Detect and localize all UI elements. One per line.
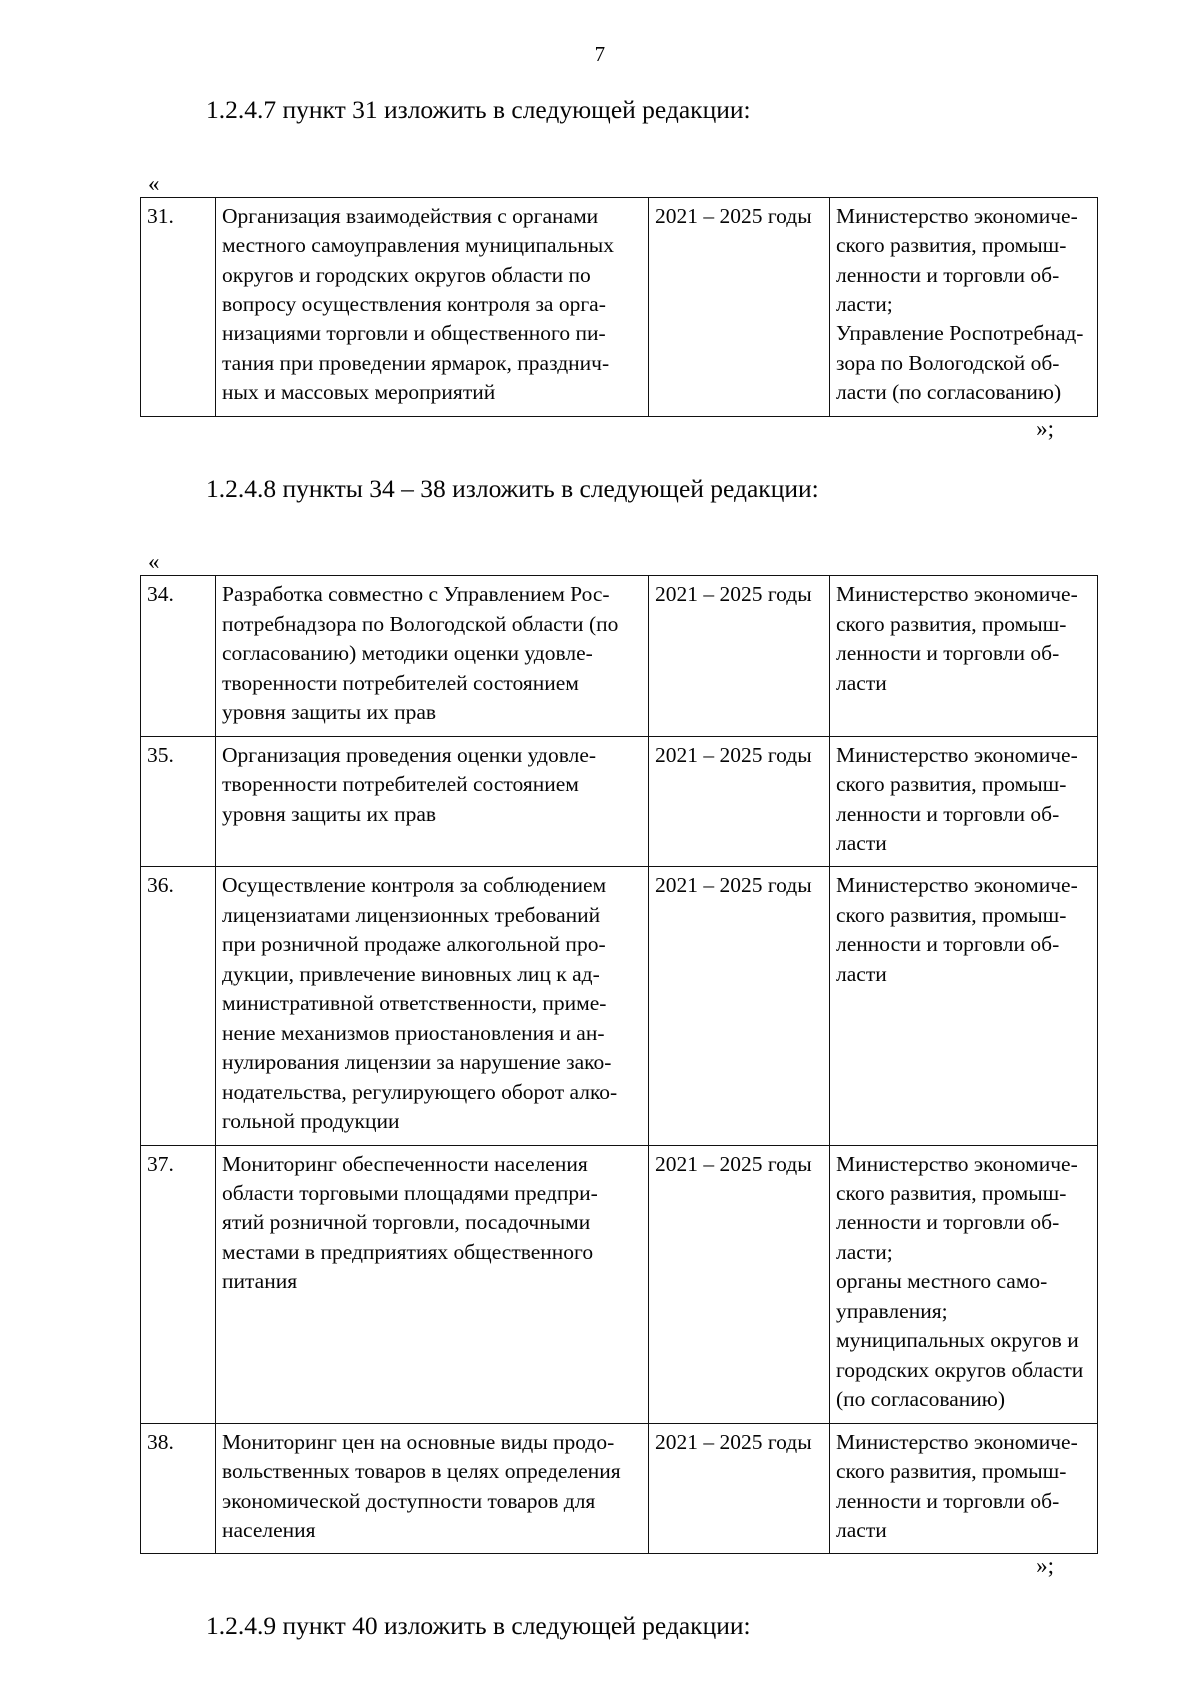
document-content (140, 95, 1084, 1642)
measure-line: Организация взаимодействия с органами (222, 203, 599, 228)
measure-line: министративной ответственности, приме- (222, 991, 607, 1016)
table-row (141, 576, 1098, 736)
spacer (140, 440, 1070, 474)
measures-table-2 (140, 575, 1098, 1554)
executor-line: муниципальных округов и (836, 1328, 1079, 1353)
executor-line: ского развития, промыш- (836, 772, 1067, 797)
measure-cell (216, 1145, 649, 1423)
executor-line: ленности и торговли об- (836, 1210, 1060, 1235)
measure-cell (216, 1423, 649, 1554)
row-number-cell (141, 197, 216, 416)
executor-line: ласти; (836, 1239, 893, 1264)
measures-table-1 (140, 197, 1098, 417)
executor-line: ского развития, промыш- (836, 902, 1067, 927)
executor-line: ского развития, промыш- (836, 1180, 1067, 1205)
measure-line: вольственных товаров в целях определения (222, 1459, 621, 1484)
executor-line: ласти (836, 961, 887, 986)
measure-line: ятий розничной торговли, посадочными (222, 1210, 591, 1235)
executor-line: Министерство экономиче- (836, 582, 1078, 607)
executor-cell (830, 197, 1098, 416)
executor-line: Министерство экономиче- (836, 742, 1078, 767)
executor-line: Министерство экономиче- (836, 1151, 1078, 1176)
measure-line: Разработка совместно с Управлением Рос- (222, 582, 610, 607)
measure-line: Мониторинг цен на основные виды продо- (222, 1429, 615, 1454)
executor-line: Министерство экономиче- (836, 1429, 1078, 1454)
executor-cell (830, 736, 1098, 867)
measure-line: потребнадзора по Вологодской области (по (222, 611, 619, 636)
executor-line: зора по Вологодской об- (836, 350, 1060, 375)
measure-line: ных и массовых мероприятий (222, 380, 496, 405)
row-number: 37. (147, 1151, 174, 1176)
row-number-cell (141, 1423, 216, 1554)
measure-line: области торговыми площадями предпри- (222, 1180, 598, 1205)
measure-line: питания (222, 1269, 298, 1294)
quote-close-mark-2: »; (1036, 1553, 1054, 1579)
executor-line: ленности и торговли об- (836, 1488, 1060, 1513)
measure-line: экономической доступности товаров для (222, 1488, 596, 1513)
row-number-cell (141, 1145, 216, 1423)
measure-cell (216, 197, 649, 416)
measure-line: нение механизмов приостановления и ан- (222, 1020, 605, 1045)
executor-line: Министерство экономиче- (836, 203, 1078, 228)
executor-line: ласти (по согласованию) (836, 380, 1062, 405)
term-cell: 2021 – 2025 годы (649, 867, 830, 1145)
table-body (141, 197, 1098, 416)
measure-line: лицензиатами лицензионных требований (222, 902, 601, 927)
measure-line: Осуществление контроля за соблюдением (222, 873, 607, 898)
term-cell: 2021 – 2025 годы (649, 1145, 830, 1423)
executor-line: ленности и торговли об- (836, 641, 1060, 666)
row-number: 35. (147, 742, 174, 767)
row-number-cell (141, 867, 216, 1145)
executor-line: ласти (836, 830, 887, 855)
measure-line: при розничной продаже алкогольной про- (222, 932, 606, 957)
measure-line: вопросу осуществления контроля за орга- (222, 291, 606, 316)
measure-line: нулирования лицензии за нарушение зако- (222, 1050, 612, 1075)
quote-open-mark-2: « (148, 549, 160, 575)
measure-line: уровня защиты их прав (222, 801, 437, 826)
spacer (140, 504, 1070, 550)
term-cell: 2021 – 2025 годы (649, 736, 830, 867)
executor-cell (830, 867, 1098, 1145)
spacer (140, 126, 1070, 172)
measure-line: нодательства, регулирующего оборот алко- (222, 1079, 618, 1104)
measure-line: населения (222, 1517, 316, 1542)
term-cell: 2021 – 2025 годы (649, 576, 830, 736)
term-cell: 2021 – 2025 годы (649, 197, 830, 416)
executor-line: управления; (836, 1298, 948, 1323)
executor-line: ленности и торговли об- (836, 932, 1060, 957)
row-number-cell (141, 736, 216, 867)
measure-line: местами в предприятиях общественного (222, 1239, 594, 1264)
measure-line: тания при проведении ярмарок, празднич- (222, 350, 610, 375)
spacer (140, 1577, 1070, 1611)
table-row (141, 867, 1098, 1145)
table-row (141, 1145, 1098, 1423)
executor-line: ского развития, промыш- (836, 1459, 1067, 1484)
measure-line: Мониторинг обеспеченности населения (222, 1151, 588, 1176)
measure-line: Организация проведения оценки удовле- (222, 742, 597, 767)
term-cell: 2021 – 2025 годы (649, 1423, 830, 1554)
table-body (141, 576, 1098, 1554)
section-heading-1-2-4-9: 1.2.4.9 пункт 40 изложить в следующей редакции: (206, 1611, 751, 1641)
executor-line: городских округов области (836, 1357, 1084, 1382)
executor-line: ленности и торговли об- (836, 262, 1060, 287)
row-number-cell (141, 576, 216, 736)
executor-line: органы местного само- (836, 1269, 1048, 1294)
table-row (141, 736, 1098, 867)
executor-line: ласти; (836, 291, 893, 316)
measure-line: творенности потребителей состоянием (222, 772, 579, 797)
measure-cell (216, 736, 649, 867)
table-row (141, 197, 1098, 416)
section-heading-1-2-4-7: 1.2.4.7 пункт 31 изложить в следующей редакции: (206, 95, 751, 124)
row-number: 38. (147, 1429, 174, 1454)
row-number: 31. (147, 203, 174, 228)
measure-cell (216, 576, 649, 736)
measure-line: дукции, привлечение виновных лиц к ад- (222, 961, 600, 986)
measure-cell (216, 867, 649, 1145)
measure-line: местного самоуправления муниципальных (222, 233, 614, 258)
page-number: 7 (594, 42, 606, 66)
measure-line: низациями торговли и общественного пи- (222, 321, 606, 346)
executor-line: Управление Роспотребнад- (836, 321, 1084, 346)
executor-line: ского развития, промыш- (836, 233, 1067, 258)
measure-line: согласованию) методики оценки удовле- (222, 641, 593, 666)
executor-line: ленности и торговли об- (836, 801, 1060, 826)
quote-open-mark-1: « (148, 170, 160, 196)
measure-line: округов и городских округов области по (222, 262, 591, 287)
executor-line: ласти (836, 670, 887, 695)
executor-cell (830, 1423, 1098, 1554)
executor-cell (830, 576, 1098, 736)
executor-line: ласти (836, 1517, 887, 1542)
executor-line: (по согласованию) (836, 1387, 1006, 1412)
executor-line: ского развития, промыш- (836, 611, 1067, 636)
executor-cell (830, 1145, 1098, 1423)
quote-close-mark-1: »; (1036, 415, 1054, 441)
measure-line: гольной продукции (222, 1109, 400, 1134)
executor-line: Министерство экономиче- (836, 873, 1078, 898)
row-number: 34. (147, 582, 174, 607)
measure-line: творенности потребителей состоянием (222, 670, 579, 695)
measure-line: уровня защиты их прав (222, 700, 437, 725)
section-heading-1-2-4-8: 1.2.4.8 пункты 34 – 38 изложить в следующей редакции: (206, 473, 819, 503)
table-row (141, 1423, 1098, 1554)
row-number: 36. (147, 873, 174, 898)
